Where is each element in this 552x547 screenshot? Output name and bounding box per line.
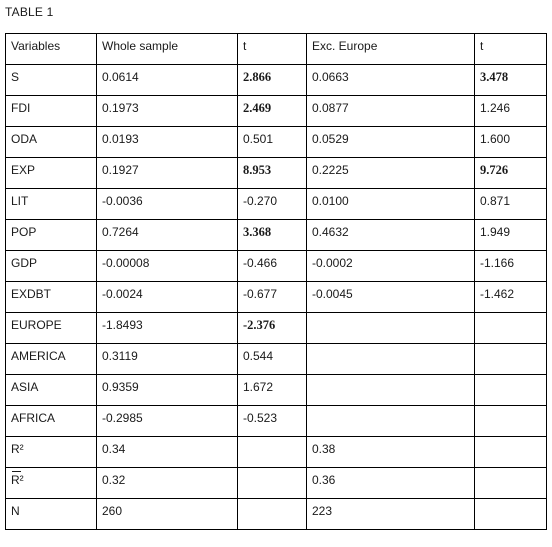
header-cell-t-whole: t (238, 34, 307, 65)
exc-europe-coef-cell: 0.4632 (307, 220, 475, 251)
table-row (6, 499, 547, 530)
whole-sample-coef-cell: -0.0036 (97, 189, 238, 220)
whole-sample-coef-cell: 0.32 (97, 468, 238, 499)
whole-sample-coef-cell: 0.9359 (97, 375, 238, 406)
whole-sample-coef-cell: 0.0193 (97, 127, 238, 158)
table-body (6, 65, 547, 530)
variable-cell (6, 468, 97, 499)
whole-sample-t-cell: -0.466 (238, 251, 307, 282)
header-row (6, 34, 547, 65)
whole-sample-coef-cell: -0.0024 (97, 282, 238, 313)
exc-europe-coef-cell: 0.0100 (307, 189, 475, 220)
whole-sample-t-cell: -0.677 (238, 282, 307, 313)
whole-sample-coef-cell: 0.0614 (97, 65, 238, 96)
header-cell-exc-europe: Exc. Europe (307, 34, 475, 65)
exc-europe-t-cell: 1.949 (475, 220, 547, 251)
variable-cell: POP (6, 220, 97, 251)
variable-cell: LIT (6, 189, 97, 220)
table-row (6, 313, 547, 344)
table-row (6, 96, 547, 127)
exc-europe-t-cell: -1.166 (475, 251, 547, 282)
table-row (6, 65, 547, 96)
exc-europe-t-cell (475, 468, 547, 499)
whole-sample-t-cell: 8.953 (238, 158, 307, 189)
exc-europe-t-cell (475, 437, 547, 468)
exc-europe-coef-cell: -0.0045 (307, 282, 475, 313)
whole-sample-coef-cell: 0.34 (97, 437, 238, 468)
whole-sample-coef-cell: 0.3119 (97, 344, 238, 375)
exc-europe-t-cell: -1.462 (475, 282, 547, 313)
table-row (6, 251, 547, 282)
table-row (6, 220, 547, 251)
whole-sample-t-cell: 0.544 (238, 344, 307, 375)
table-row (6, 344, 547, 375)
whole-sample-coef-cell: -0.00008 (97, 251, 238, 282)
whole-sample-t-cell: 0.501 (238, 127, 307, 158)
whole-sample-t-cell: -0.270 (238, 189, 307, 220)
exc-europe-coef-cell (307, 313, 475, 344)
variable-cell: ASIA (6, 375, 97, 406)
exc-europe-coef-cell: 0.0663 (307, 65, 475, 96)
exc-europe-coef-cell (307, 375, 475, 406)
exc-europe-t-cell: 3.478 (475, 65, 547, 96)
exc-europe-coef-cell: 0.0877 (307, 96, 475, 127)
whole-sample-t-cell (238, 499, 307, 530)
exc-europe-coef-cell: 0.36 (307, 468, 475, 499)
header-cell-t-exc: t (475, 34, 547, 65)
adjusted-r-squared-label (11, 468, 96, 487)
exc-europe-coef-cell: 0.38 (307, 437, 475, 468)
header-cell-whole-sample: Whole sample (97, 34, 238, 65)
table-row (6, 406, 547, 437)
exc-europe-coef-cell: 0.0529 (307, 127, 475, 158)
table-row (6, 468, 547, 499)
table-row (6, 375, 547, 406)
whole-sample-t-cell: 1.672 (238, 375, 307, 406)
table-row (6, 189, 547, 220)
exc-europe-t-cell (475, 344, 547, 375)
whole-sample-coef-cell: 0.1973 (97, 96, 238, 127)
exc-europe-t-cell: 1.600 (475, 127, 547, 158)
whole-sample-t-cell: -2.376 (238, 313, 307, 344)
table-row (6, 158, 547, 189)
exc-europe-coef-cell (307, 344, 475, 375)
whole-sample-coef-cell: -0.2985 (97, 406, 238, 437)
exc-europe-t-cell (475, 499, 547, 530)
exc-europe-t-cell (475, 375, 547, 406)
exc-europe-t-cell (475, 406, 547, 437)
table-row (6, 437, 547, 468)
variable-cell: EXDBT (6, 282, 97, 313)
variable-cell: EXP (6, 158, 97, 189)
regression-results-table (5, 33, 547, 530)
variable-cell: FDI (6, 96, 97, 127)
variable-cell: R² (6, 437, 97, 468)
whole-sample-t-cell: 2.866 (238, 65, 307, 96)
whole-sample-t-cell: 2.469 (238, 96, 307, 127)
variable-cell: GDP (6, 251, 97, 282)
exc-europe-t-cell: 9.726 (475, 158, 547, 189)
variable-cell: AMERICA (6, 344, 97, 375)
table-caption: TABLE 1 (5, 5, 54, 19)
variable-cell: N (6, 499, 97, 530)
whole-sample-coef-cell: 0.7264 (97, 220, 238, 251)
exc-europe-t-cell (475, 313, 547, 344)
variable-cell: EUROPE (6, 313, 97, 344)
exc-europe-coef-cell: -0.0002 (307, 251, 475, 282)
variable-cell: ODA (6, 127, 97, 158)
header-cell-variables: Variables (6, 34, 97, 65)
whole-sample-coef-cell: 260 (97, 499, 238, 530)
whole-sample-t-cell (238, 468, 307, 499)
exc-europe-coef-cell: 0.2225 (307, 158, 475, 189)
overbar-line (12, 471, 21, 472)
exc-europe-t-cell: 0.871 (475, 189, 547, 220)
exc-europe-coef-cell (307, 406, 475, 437)
exc-europe-t-cell: 1.246 (475, 96, 547, 127)
whole-sample-coef-cell: -1.8493 (97, 313, 238, 344)
overbar-symbol: R² (11, 473, 24, 487)
table-row (6, 127, 547, 158)
variable-cell: S (6, 65, 97, 96)
whole-sample-t-cell (238, 437, 307, 468)
table-row (6, 282, 547, 313)
variable-cell: AFRICA (6, 406, 97, 437)
whole-sample-t-cell: 3.368 (238, 220, 307, 251)
exc-europe-coef-cell: 223 (307, 499, 475, 530)
whole-sample-t-cell: -0.523 (238, 406, 307, 437)
whole-sample-coef-cell: 0.1927 (97, 158, 238, 189)
